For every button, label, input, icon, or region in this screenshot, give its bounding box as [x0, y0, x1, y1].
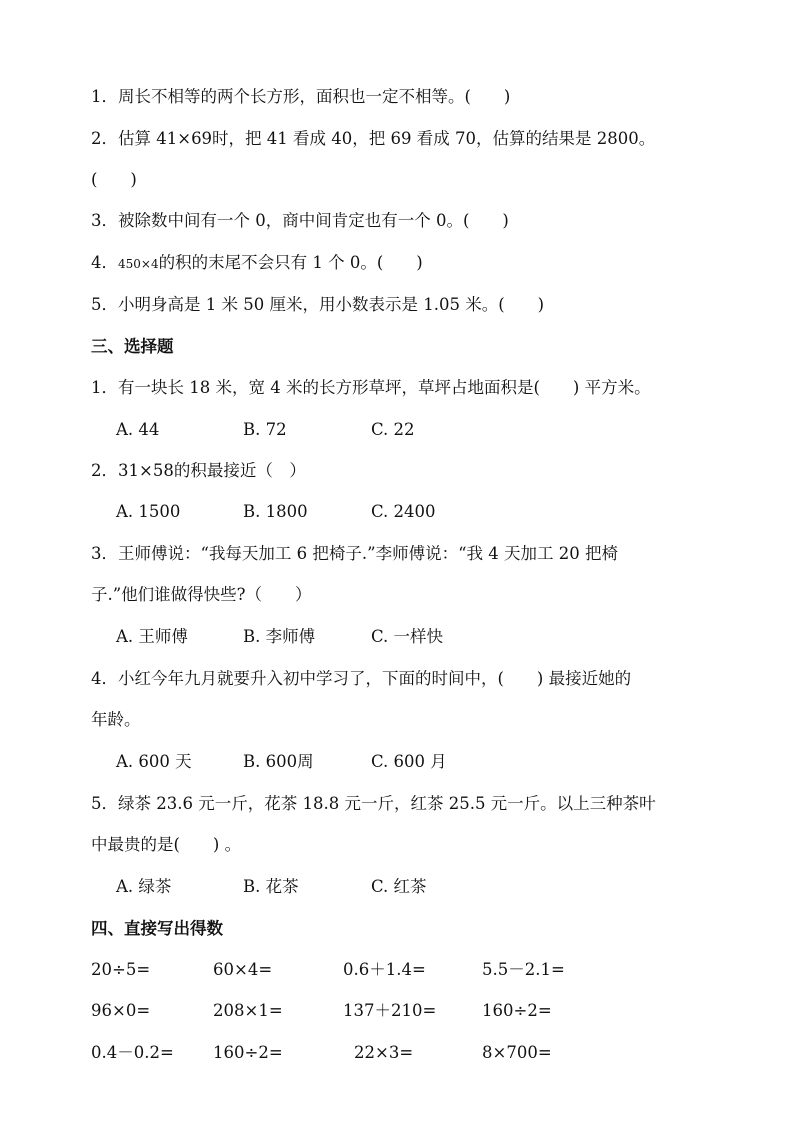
- judge-q2-line1: 2．估算 41×69时，把 41 看成 40，把 69 看成 70，估算的结果是 2800。: [91, 129, 656, 148]
- calc-item: 96×0=: [91, 1001, 151, 1020]
- mc-q4-line2: 年龄。: [91, 710, 141, 729]
- option-c[interactable]: C. 22: [371, 420, 415, 439]
- calc-item: 137＋210=: [343, 1001, 437, 1020]
- section4-title: 四、直接写出得数: [91, 919, 223, 938]
- section3-title: 三、选择题: [91, 337, 174, 356]
- option-a[interactable]: A. 绿茶: [116, 877, 172, 896]
- option-a[interactable]: A. 600 天: [116, 752, 192, 771]
- option-c[interactable]: C. 一样快: [371, 627, 444, 646]
- option-b[interactable]: B. 花茶: [243, 877, 299, 896]
- option-c[interactable]: C. 600 月: [371, 752, 447, 771]
- mc-q4-line1: 4．小红今年九月就要升入初中学习了，下面的时间中，( ) 最接近她的: [91, 669, 632, 688]
- judge-q4-suffix: 的积的末尾不会只有 1 个 0。( ): [158, 253, 423, 272]
- option-c[interactable]: C. 2400: [371, 502, 436, 521]
- option-b[interactable]: B. 600周: [243, 752, 314, 771]
- judge-q5: 5．小明身高是 1 米 50 厘米，用小数表示是 1.05 米。( ): [91, 295, 545, 314]
- calc-item: 22×3=: [354, 1043, 414, 1062]
- judge-q4-expr: 450×4: [118, 257, 159, 271]
- option-c[interactable]: C. 红茶: [371, 877, 427, 896]
- calc-item: 0.6＋1.4=: [343, 960, 426, 979]
- option-b[interactable]: B. 72: [243, 420, 287, 439]
- mc-q2: 2．31×58的积最接近（ ）: [91, 461, 306, 480]
- judge-q2-line2: ( ): [91, 170, 137, 189]
- calc-item: 160÷2=: [482, 1001, 552, 1020]
- calc-item: 160÷2=: [213, 1043, 283, 1062]
- judge-q4-prefix: 4．: [91, 253, 118, 272]
- calc-item: 8×700=: [482, 1043, 552, 1062]
- calc-item: 0.4－0.2=: [91, 1043, 174, 1062]
- option-b[interactable]: B. 1800: [243, 502, 308, 521]
- mc-q3-line1: 3．王师傅说：“我每天加工 6 把椅子.”李师傅说：“我 4 天加工 20 把椅: [91, 544, 619, 563]
- option-a[interactable]: A. 44: [116, 420, 160, 439]
- judge-q3: 3．被除数中间有一个 0，商中间肯定也有一个 0。( ): [91, 211, 509, 230]
- option-a[interactable]: A. 1500: [116, 502, 181, 521]
- mc-q3-line2: 子.”他们谁做得快些?（ ）: [91, 585, 312, 604]
- mc-q5-line2: 中最贵的是( ) 。: [91, 835, 242, 854]
- calc-item: 20÷5=: [91, 960, 151, 979]
- mc-q5-line1: 5．绿茶 23.6 元一斤，花茶 18.8 元一斤，红茶 25.5 元一斤。以上三种茶叶: [91, 794, 656, 813]
- judge-q4: [91, 252, 423, 275]
- mc-q1: 1．有一块长 18 米，宽 4 米的长方形草坪，草坪占地面积是( ) 平方米。: [91, 378, 651, 397]
- option-b[interactable]: B. 李师傅: [243, 627, 316, 646]
- calc-item: 5.5－2.1=: [482, 960, 565, 979]
- calc-item: 208×1=: [213, 1001, 283, 1020]
- judge-q1: 1．周长不相等的两个长方形，面积也一定不相等。( ): [91, 87, 511, 106]
- calc-item: 60×4=: [213, 960, 273, 979]
- option-a[interactable]: A. 王师傅: [116, 627, 188, 646]
